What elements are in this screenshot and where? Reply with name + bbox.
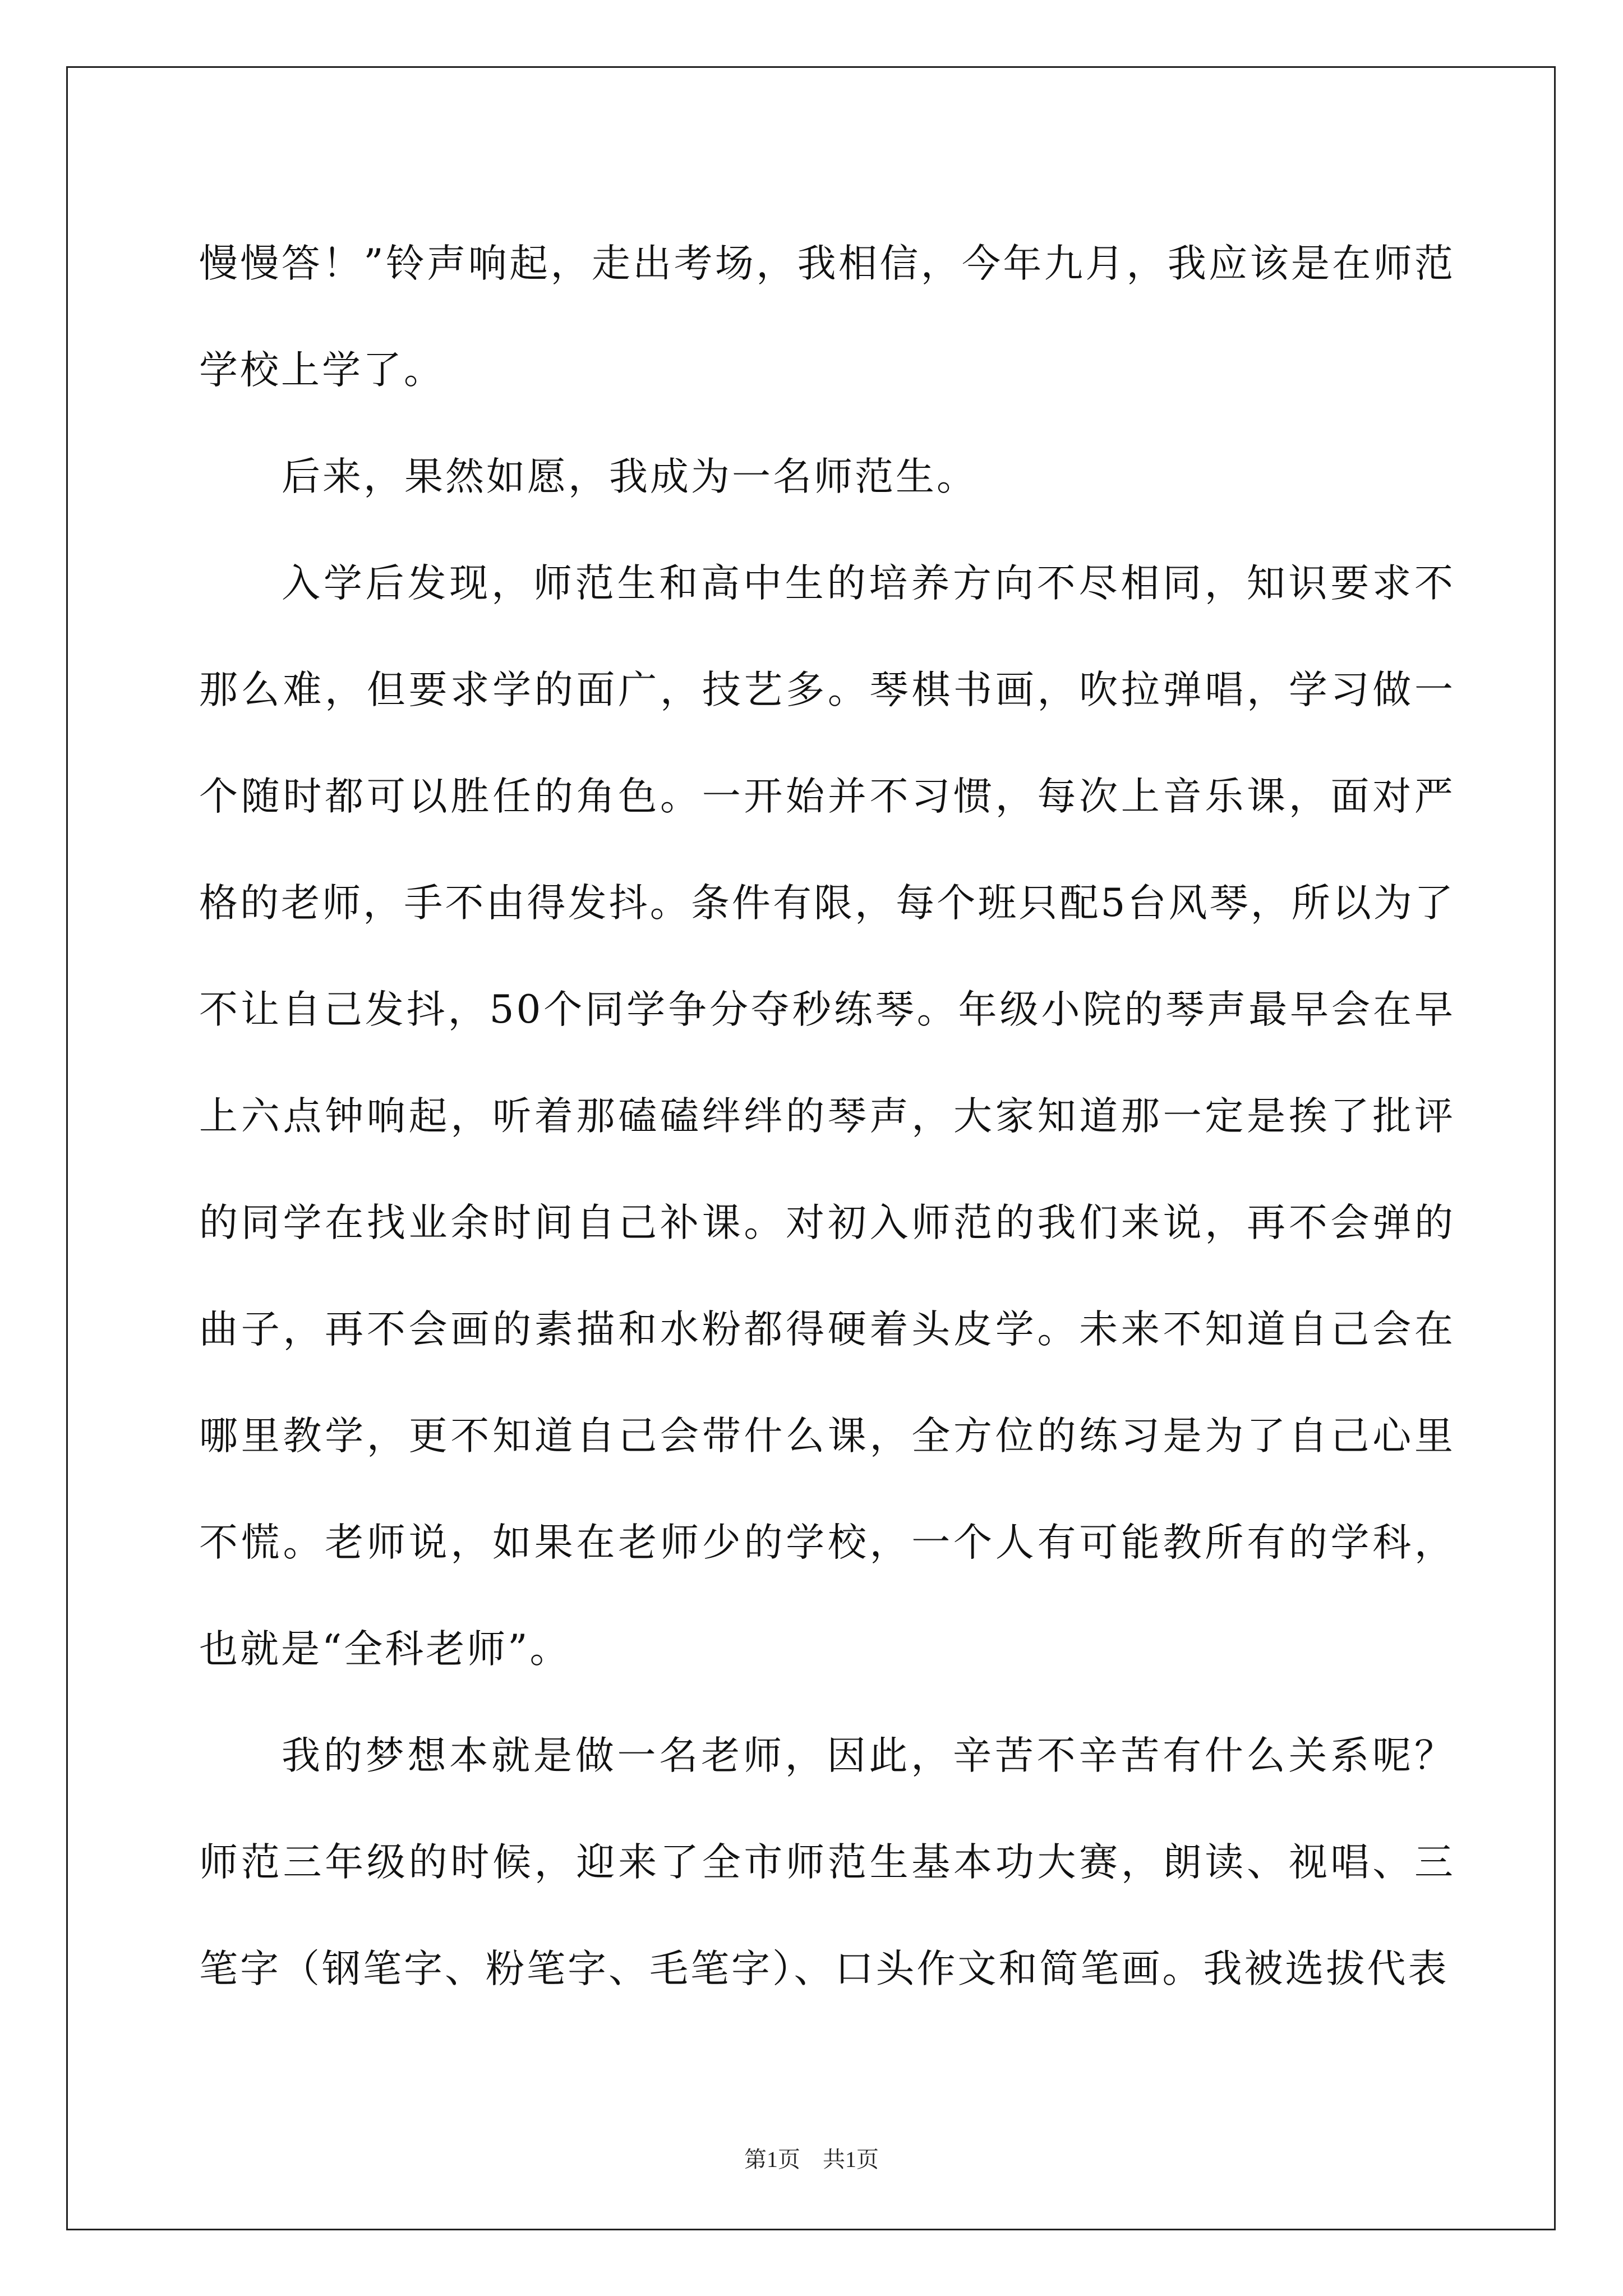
page-footer: 第1页 共1页 — [744, 2147, 879, 2172]
paragraph: 慢慢答！”铃声响起，走出考场，我相信，今年九月，我应该是在师范学校上学了。 — [199, 241, 1455, 393]
paragraph: 入学后发现，师范生和高中生的培养方向不尽相同，知识要求不那么难，但要求学的面广，技艺多。琴棋书画，吹拉弹唱，学习做一个随时都可以胜任的角色。一开始并不习惯，每次上音乐课，面对严格的老师，手不由得发抖。条件有限，每个班只配5台风琴，所以为了不让自己发抖，50个同学争分夺秒练琴。年级小院的琴声最早会在早上六点钟响起，听着那磕磕绊绊的琴声，大家知道那一定是挨了批评的同学在找业余时间自己补课。对初入师范的我们来说，再不会弹的曲子，再不会画的素描和水粉都得硬着头皮学。未来不知道自己会在哪里教学，更不知道自己会带什么课，全方位的练习是为了自己心里不慌。老师说，如果在老师少的学校，一个人有可能教所有的学科，也就是“全科老师”。 — [199, 561, 1455, 1672]
paragraph: 后来，果然如愿，我成为一名师范生。 — [282, 454, 978, 499]
document-body — [199, 210, 1455, 2022]
paragraph: 我的梦想本就是做一名老师，因此，辛苦不辛苦有什么关系呢？师范三年级的时候，迎来了全市师范生基本功大赛，朗读、视唱、三笔字（钢笔字、粉笔字、毛笔字）、口头作文和简笔画。我被选拔代表 — [199, 1733, 1455, 1991]
